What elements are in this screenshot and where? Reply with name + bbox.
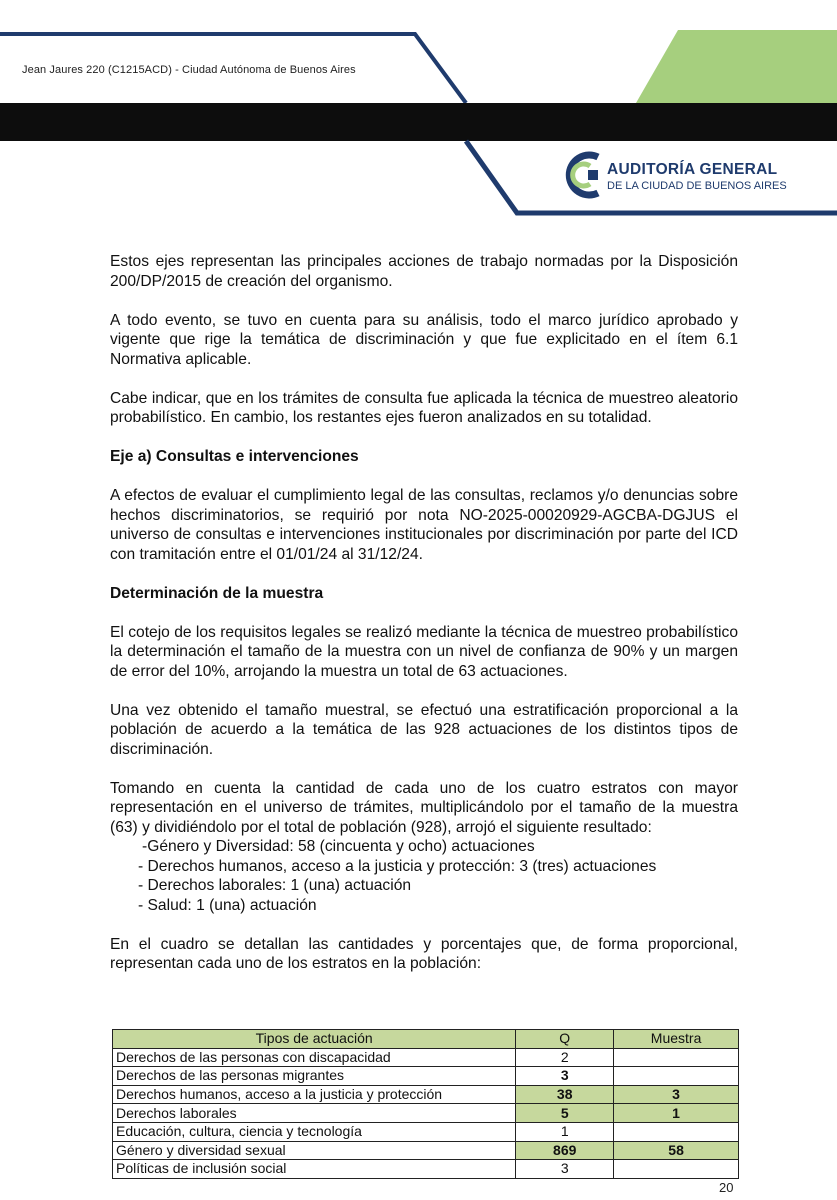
paragraph: A todo evento, se tuvo en cuenta para su análisis, todo el marco jurídico aprobado y vigente que rige la temática de discriminación y que fue explicitado en el ítem 6.1 Normativa aplicable. xyxy=(110,311,738,368)
paragraph: En el cuadro se detallan las cantidades y porcentajes que, de forma proporcional, representan cada uno de los estratos en la población: xyxy=(110,935,738,972)
sample-table xyxy=(112,1029,739,1179)
page-header xyxy=(0,0,837,240)
paragraph: Una vez obtenido el tamaño muestral, se efectuó una estratificación proporcional a la población de acuerdo a la temática de las 928 actuaciones de los distintos tipos de discriminación. xyxy=(110,701,738,758)
table-row xyxy=(113,1141,739,1160)
cell-tipo: Derechos de las personas con discapacidad xyxy=(113,1048,516,1067)
cell-tipo: Derechos laborales xyxy=(113,1104,516,1123)
cell-muestra xyxy=(614,1122,739,1141)
table-row xyxy=(113,1085,739,1104)
results-list xyxy=(110,837,738,915)
cell-tipo: Género y diversidad sexual xyxy=(113,1141,516,1160)
list-item: - Derechos humanos, acceso a la justicia y protección: 3 (tres) actuaciones xyxy=(138,857,657,875)
cell-tipo: Derechos humanos, acceso a la justicia y protección xyxy=(113,1085,516,1104)
cell-q: 869 xyxy=(516,1141,614,1160)
cell-q: 5 xyxy=(516,1104,614,1123)
list-item: - Salud: 1 (una) actuación xyxy=(138,896,317,914)
list-item: -Género y Diversidad: 58 (cincuenta y ocho) actuaciones xyxy=(142,838,535,855)
paragraph: Cabe indicar, que en los trámites de consulta fue aplicada la técnica de muestreo aleatorio probabilístico. En cambio, los restantes ejes fueron analizados en su totalidad. xyxy=(110,389,738,426)
cell-tipo: Derechos de las personas migrantes xyxy=(113,1067,516,1086)
table-row xyxy=(113,1160,739,1179)
section-heading: Eje a) Consultas e intervenciones xyxy=(110,448,359,465)
table-header-row xyxy=(113,1030,739,1049)
table-row xyxy=(113,1048,739,1067)
table-row xyxy=(113,1122,739,1141)
list-item: - Derechos laborales: 1 (una) actuación xyxy=(138,877,412,894)
cell-muestra xyxy=(614,1067,739,1086)
cell-tipo: Educación, cultura, ciencia y tecnología xyxy=(113,1122,516,1141)
agcba-logo-icon xyxy=(569,155,598,195)
cell-muestra: 3 xyxy=(614,1085,739,1104)
table-row xyxy=(113,1067,739,1086)
cell-q: 1 xyxy=(516,1122,614,1141)
column-header: Muestra xyxy=(614,1030,739,1049)
cell-muestra: 58 xyxy=(614,1141,739,1160)
header-graphic xyxy=(0,0,837,240)
header-black-bar xyxy=(0,103,837,141)
paragraph: Estos ejes representan las principales acciones de trabajo normadas por la Disposición 200/DP/2015 de creación del organismo. xyxy=(110,253,738,290)
paragraph: El cotejo de los requisitos legales se realizó mediante la técnica de muestreo probabilístico la determinación el tamaño de la muestra con un nivel de confianza de 90% y un margen de error del 10%, arrojando la muestra un total de 63 actuaciones. xyxy=(110,623,738,680)
cell-muestra xyxy=(614,1160,739,1179)
cell-q: 3 xyxy=(516,1067,614,1086)
column-header: Q xyxy=(516,1030,614,1049)
page-number: 20 xyxy=(719,1180,734,1195)
column-header: Tipos de actuación xyxy=(113,1030,516,1049)
document-body xyxy=(110,252,738,974)
cell-q: 2 xyxy=(516,1048,614,1067)
header-address: Jean Jaures 220 (C1215ACD) - Ciudad Autónoma de Buenos Aires xyxy=(22,64,356,76)
cell-muestra xyxy=(614,1048,739,1067)
table-row xyxy=(113,1104,739,1123)
header-green-block xyxy=(636,30,837,103)
cell-q: 3 xyxy=(516,1160,614,1179)
paragraph: A efectos de evaluar el cumplimiento legal de las consultas, reclamos y/o denuncias sobre hechos discriminatorios, se requirió por nota NO-2025-00020929-AGCBA-DGJUS el universo de consultas e intervenciones institucionales por discriminación por parte del ICD con tramitación entre el 01/01/24 al 31/12/24. xyxy=(110,487,738,563)
logo-subtitle: DE LA CIUDAD DE BUENOS AIRES xyxy=(607,180,787,192)
cell-muestra: 1 xyxy=(614,1104,739,1123)
cell-q: 38 xyxy=(516,1085,614,1104)
section-heading: Determinación de la muestra xyxy=(110,584,324,602)
logo-title: AUDITORÍA GENERAL xyxy=(607,161,778,178)
paragraph: Tomando en cuenta la cantidad de cada uno de los cuatro estratos con mayor representación en el universo de trámites, multiplicándolo por el tamaño de la muestra (63) y dividiéndolo por el total de población (928), arrojó el siguiente resultado: xyxy=(110,779,738,836)
cell-tipo: Políticas de inclusión social xyxy=(113,1160,516,1179)
